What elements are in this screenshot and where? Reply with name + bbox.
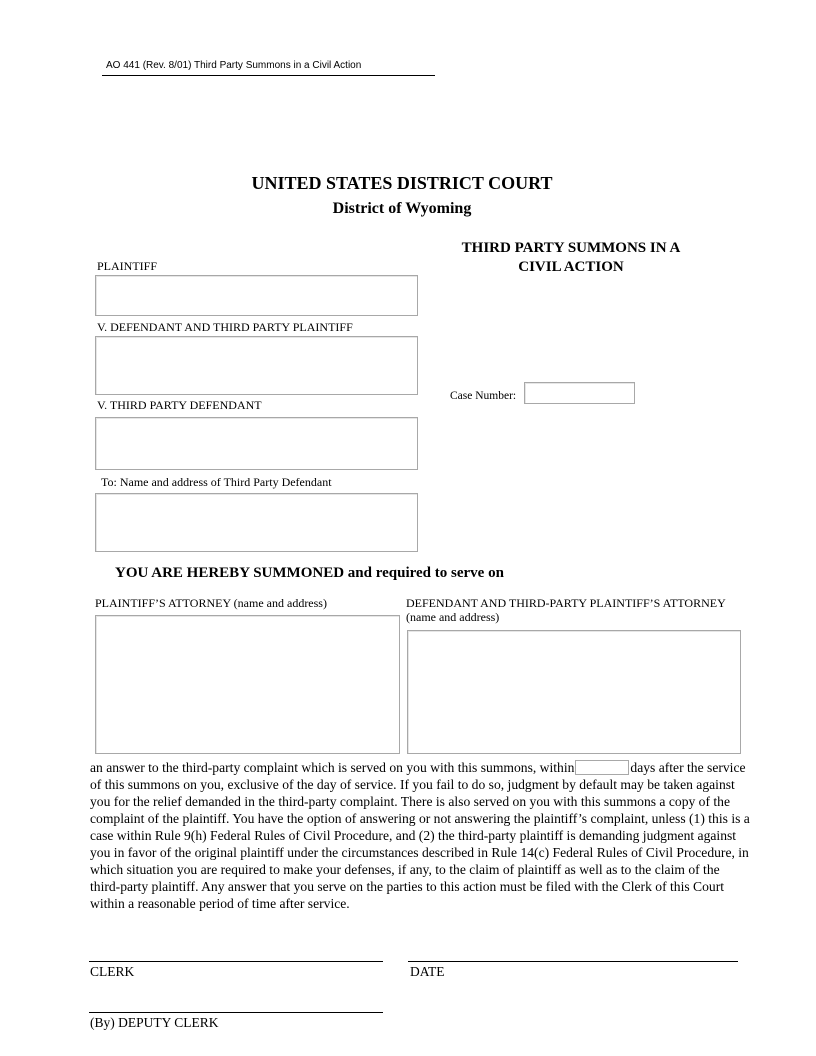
case-number-label: Case Number:: [450, 390, 517, 402]
body-text-part2: days after the service of this summons on you, exclusive of the day of service. If you fail to do so, judgment by default may be taken against you for the relief demanded in the third-party complaint. There is also served on you with this summons a copy of the complaint of the plaintiff. You have the option of answering or not answering the plaintiff’s complaint, unless (1) this is a case within Rule 9(h) Federal Rules of Civil Procedure, and (2) the third-party plaintiff is demanding judgment against you in favor of the original plaintiff under the circumstances described in Rule 14(c) Federal Rules of Civil Procedure, in which situation you are required to make your defenses, if any, to the claim of plaintiff as well as to the claim of the third-party plaintiff. Any answer that you serve on the parties to this action must be filed with the Clerk of this Court within a reasonable period of time after service.: [90, 760, 750, 911]
summons-body-paragraph: [90, 759, 750, 912]
deputy-clerk-label: (By) DEPUTY CLERK: [90, 1015, 219, 1030]
date-label: DATE: [410, 964, 445, 979]
summons-statement-bold: YOU ARE HEREBY SUMMONED: [115, 565, 345, 581]
plaintiff-field[interactable]: [95, 275, 418, 316]
plaintiff-label: PLAINTIFF: [97, 259, 158, 273]
plaintiff-attorney-label: PLAINTIFF’S ATTORNEY (name and address): [95, 596, 327, 610]
summons-statement: [115, 565, 504, 582]
third-party-defendant-field[interactable]: [95, 417, 418, 470]
defendant-attorney-field[interactable]: [407, 630, 741, 754]
third-party-defendant-label: V. THIRD PARTY DEFENDANT: [97, 398, 262, 412]
district-name: District of Wyoming: [332, 200, 472, 217]
form-title: [446, 239, 696, 277]
form-title-line1: THIRD PARTY SUMMONS IN A: [461, 240, 681, 256]
defendant-label: V. DEFENDANT AND THIRD PARTY PLAINTIFF: [97, 320, 353, 334]
to-label: To: Name and address of Third Party Defendant: [101, 475, 332, 489]
court-title: UNITED STATES DISTRICT COURT: [251, 173, 553, 193]
clerk-label: CLERK: [90, 964, 135, 979]
deputy-clerk-signature-line[interactable]: [89, 1012, 383, 1013]
date-line[interactable]: [408, 961, 738, 962]
to-field[interactable]: [95, 493, 418, 552]
form-title-line2: CIVIL ACTION: [518, 259, 624, 275]
form-identifier: AO 441 (Rev. 8/01) Third Party Summons in a Civil Action: [106, 60, 362, 71]
defendant-attorney-label: [406, 596, 726, 624]
header-rule: [102, 75, 435, 76]
defendant-attorney-label-line2: (name and address): [406, 610, 500, 624]
days-field[interactable]: [575, 760, 629, 775]
defendant-field[interactable]: [95, 336, 418, 395]
body-text-part1: an answer to the third-party complaint which is served on you with this summons, within: [90, 760, 575, 775]
summons-statement-rest: and required to serve on: [344, 565, 504, 581]
defendant-attorney-label-line1: DEFENDANT AND THIRD-PARTY PLAINTIFF’S ATTORNEY: [406, 596, 726, 610]
plaintiff-attorney-field[interactable]: [95, 615, 400, 754]
clerk-signature-line[interactable]: [89, 961, 383, 962]
case-number-field[interactable]: [524, 382, 635, 404]
